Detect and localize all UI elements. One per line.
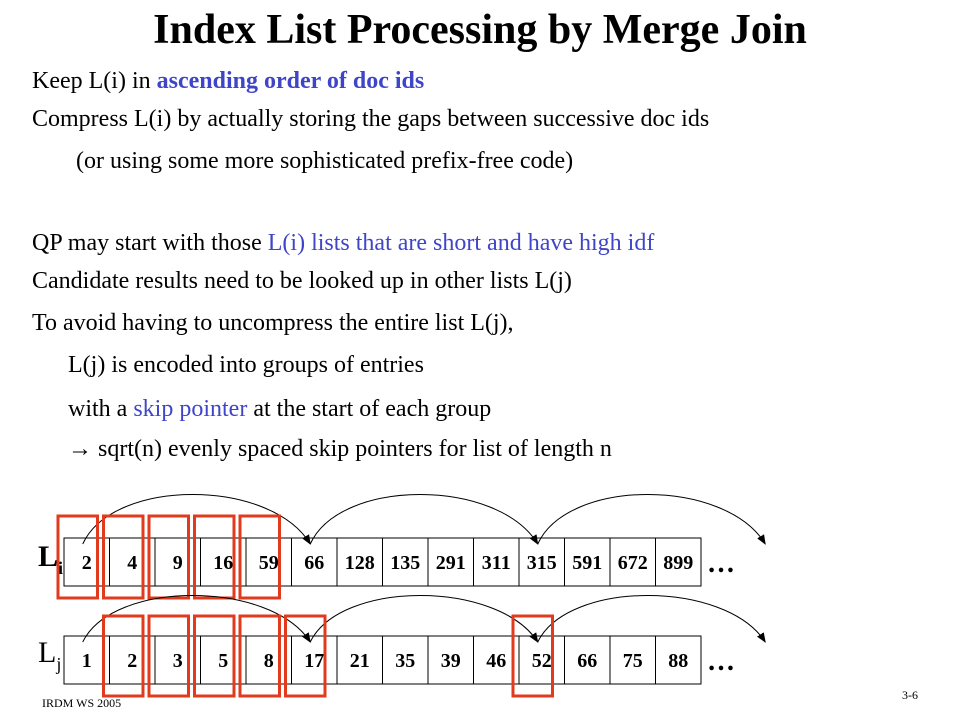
highlight-text: ascending order of doc ids — [156, 68, 425, 94]
list-lj-value: 35 — [395, 650, 416, 672]
bullet-groups: L(j) is encoded into groups of entries — [68, 352, 424, 378]
list-lj-ellipsis: … — [707, 646, 735, 677]
skip-pointer-arrow — [538, 596, 766, 643]
list-lj-value: 1 — [81, 650, 92, 672]
list-lj-value: 5 — [218, 650, 229, 672]
footer-page-number: 3-6 — [902, 688, 918, 702]
bullet-compress: Compress L(i) by actually storing the gaps between successive doc ids — [32, 106, 710, 132]
bullet-avoid-uncompress: To avoid having to uncompress the entire list L(j), — [32, 310, 514, 336]
list-li-value: 59 — [258, 552, 279, 574]
skip-pointer-arrow — [310, 495, 538, 545]
slide-title: Index List Processing by Merge Join — [153, 7, 807, 53]
text-body: sqrt(n) evenly spaced skip pointers for list of length n — [92, 436, 612, 462]
skip-pointer-arrow — [83, 596, 311, 643]
text-suffix: at the start of each group — [247, 396, 492, 422]
list-label-li: $L_i$ — [38, 540, 64, 578]
list-lj-value: 52 — [531, 650, 552, 672]
text-prefix: Keep L(i) in — [32, 68, 157, 94]
list-li-value: 4 — [127, 552, 138, 574]
implies-arrow-icon: → — [68, 436, 92, 462]
skip-pointer-arrow — [310, 596, 538, 643]
list-li-value: 899 — [663, 552, 694, 574]
list-li-value: 672 — [617, 552, 648, 574]
footer-course: IRDM WS 2005 — [42, 696, 122, 710]
list-lj-value: 39 — [440, 650, 461, 672]
bullet-prefix-free: (or using some more sophisticated prefix-free code) — [76, 148, 574, 174]
list-li-value: 128 — [344, 552, 375, 574]
bullet-candidate-results: Candidate results need to be looked up in other lists L(j) — [32, 268, 572, 294]
list-lj-value: 3 — [172, 650, 183, 672]
list-label-lj: $L_j$ — [38, 636, 62, 674]
skip-pointer-arrow — [538, 495, 766, 545]
list-lj-value: 17 — [304, 650, 325, 672]
text-prefix: with a — [68, 396, 134, 422]
list-li-value: 16 — [213, 552, 234, 574]
list-li-value: 9 — [172, 552, 183, 574]
list-li-value: 311 — [481, 552, 511, 574]
highlight-text: skip pointer — [133, 396, 248, 422]
list-li-ellipsis: … — [707, 548, 735, 579]
list-li-value: 291 — [435, 552, 466, 574]
list-lj-value: 46 — [486, 650, 507, 672]
highlight-text: L(i) lists that are short and have high idf — [267, 230, 655, 256]
list-lj-value: 88 — [668, 650, 689, 672]
list-li-value: 66 — [304, 552, 325, 574]
list-lj-value: 8 — [263, 650, 274, 672]
list-lj-value: 66 — [577, 650, 598, 672]
list-lj-value: 75 — [622, 650, 643, 672]
skip-pointer-arrow — [83, 495, 311, 545]
list-lj-value: 21 — [349, 650, 370, 672]
list-li-value: 591 — [572, 552, 603, 574]
list-lj-value: 2 — [127, 650, 138, 672]
text-prefix: QP may start with those — [32, 230, 268, 256]
list-li-value: 315 — [526, 552, 557, 574]
list-li-value: 2 — [81, 552, 92, 574]
list-li-value: 135 — [390, 552, 421, 574]
